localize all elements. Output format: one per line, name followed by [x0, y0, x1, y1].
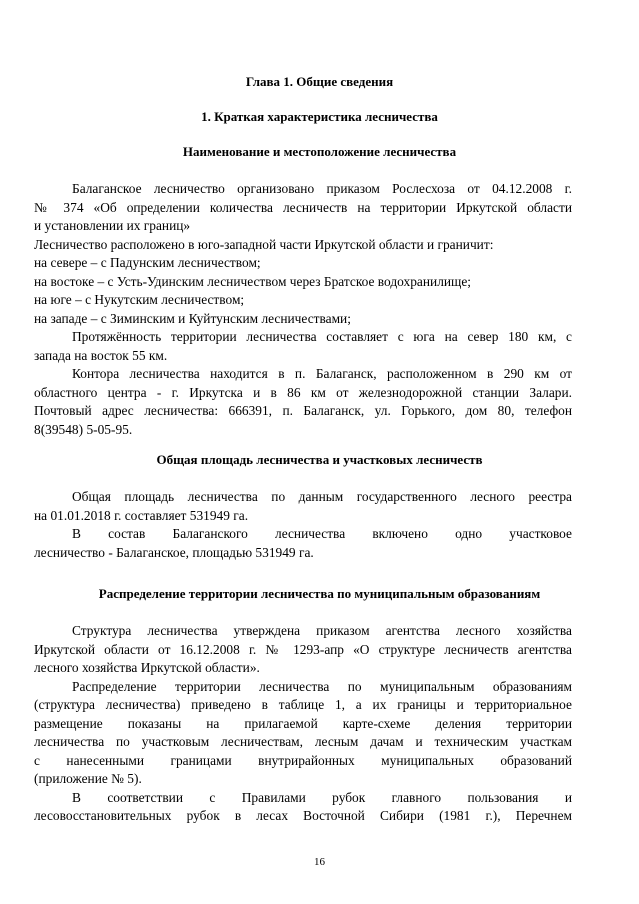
- text-line: на севере – с Падунским лесничеством;: [34, 255, 261, 270]
- text-line: № 374 «Об определении количества лесничеств на территории Иркутской области: [34, 199, 572, 215]
- text-line: (приложение № 5).: [34, 771, 142, 786]
- text-line: 8(39548) 5-05-95.: [34, 421, 133, 437]
- text-line: и установлении их границ»: [34, 218, 191, 233]
- text-line: на юге – с Нукутским лесничеством;: [34, 292, 245, 307]
- text-line: с нанесенными границами внутрирайонных муниципальных образований: [34, 752, 572, 768]
- text-line: лесничество - Балаганское, площадью 531949 га.: [34, 544, 314, 560]
- section-heading: 1. Краткая характеристика лесничества: [201, 109, 438, 124]
- text-line: Балаганское лесничество организовано приказом Рослесхоза от 04.12.2008 г.: [72, 181, 572, 196]
- subheading-municipal-distribution: Распределение территории лесничества по муниципальным образованиям: [98, 586, 541, 601]
- page-number: 16: [314, 856, 325, 868]
- text-line: Иркутской области от 16.12.2008 г. № 1293-апр «О структуре лесничеств агентства: [34, 641, 572, 657]
- subheading-total-area: Общая площадь лесничества и участковых лесничеств: [156, 452, 483, 467]
- text-line: на западе – с Зиминским и Куйтунским лесничествами;: [34, 310, 351, 326]
- text-line: Общая площадь лесничества по данным государственного лесного реестра: [72, 489, 572, 504]
- text-line: лесного хозяйства Иркутской области».: [34, 660, 260, 675]
- text-line: Почтовый адрес лесничества: 666391, п. Балаганск, ул. Горького, дом 80, телефон: [34, 403, 572, 418]
- text-line: запада на восток 55 км.: [34, 347, 168, 363]
- paragraph-name-location: [34, 180, 572, 439]
- subheading-name-location: Наименование и местоположение лесничества: [182, 144, 457, 159]
- text-line: областного центра - г. Иркутска и в 86 км от железнодорожной станции Залари.: [34, 384, 572, 400]
- text-line: лесовосстановительных рубок в лесах Восточной Сибири (1981 г.), Перечнем: [34, 808, 572, 823]
- text-line: Лесничество расположено в юго-западной части Иркутской области и граничит:: [34, 236, 494, 252]
- text-line: В состав Балаганского лесничества включено одно участковое: [72, 526, 572, 541]
- text-line: лесничества по участковым лесничествам, лесным дачам и техническим участкам: [34, 734, 572, 749]
- text-line: размещение показаны на прилагаемой карте-схеме деления территории: [34, 715, 572, 731]
- text-line: Структура лесничества утверждена приказом агентства лесного хозяйства: [72, 623, 572, 638]
- text-line: В соответствии с Правилами рубок главного пользования и: [72, 789, 572, 805]
- chapter-heading: Глава 1. Общие сведения: [245, 74, 394, 89]
- text-line: на 01.01.2018 г. составляет 531949 га.: [34, 507, 249, 523]
- text-line: на востоке – с Усть-Удинским лесничеством через Братское водохранилище;: [34, 273, 472, 289]
- text-line: Контора лесничества находится в п. Балаганск, расположенном в 290 км от: [72, 366, 572, 381]
- text-line: Протяжённость территории лесничества составляет с юга на север 180 км, с: [72, 329, 572, 344]
- text-line: Распределение территории лесничества по муниципальным образованиям: [72, 678, 572, 694]
- paragraph-municipal-distribution: [34, 622, 572, 826]
- text-line: (структура лесничества) приведено в таблице 1, а их границы и территориальное: [34, 697, 572, 712]
- paragraph-total-area: [34, 488, 572, 562]
